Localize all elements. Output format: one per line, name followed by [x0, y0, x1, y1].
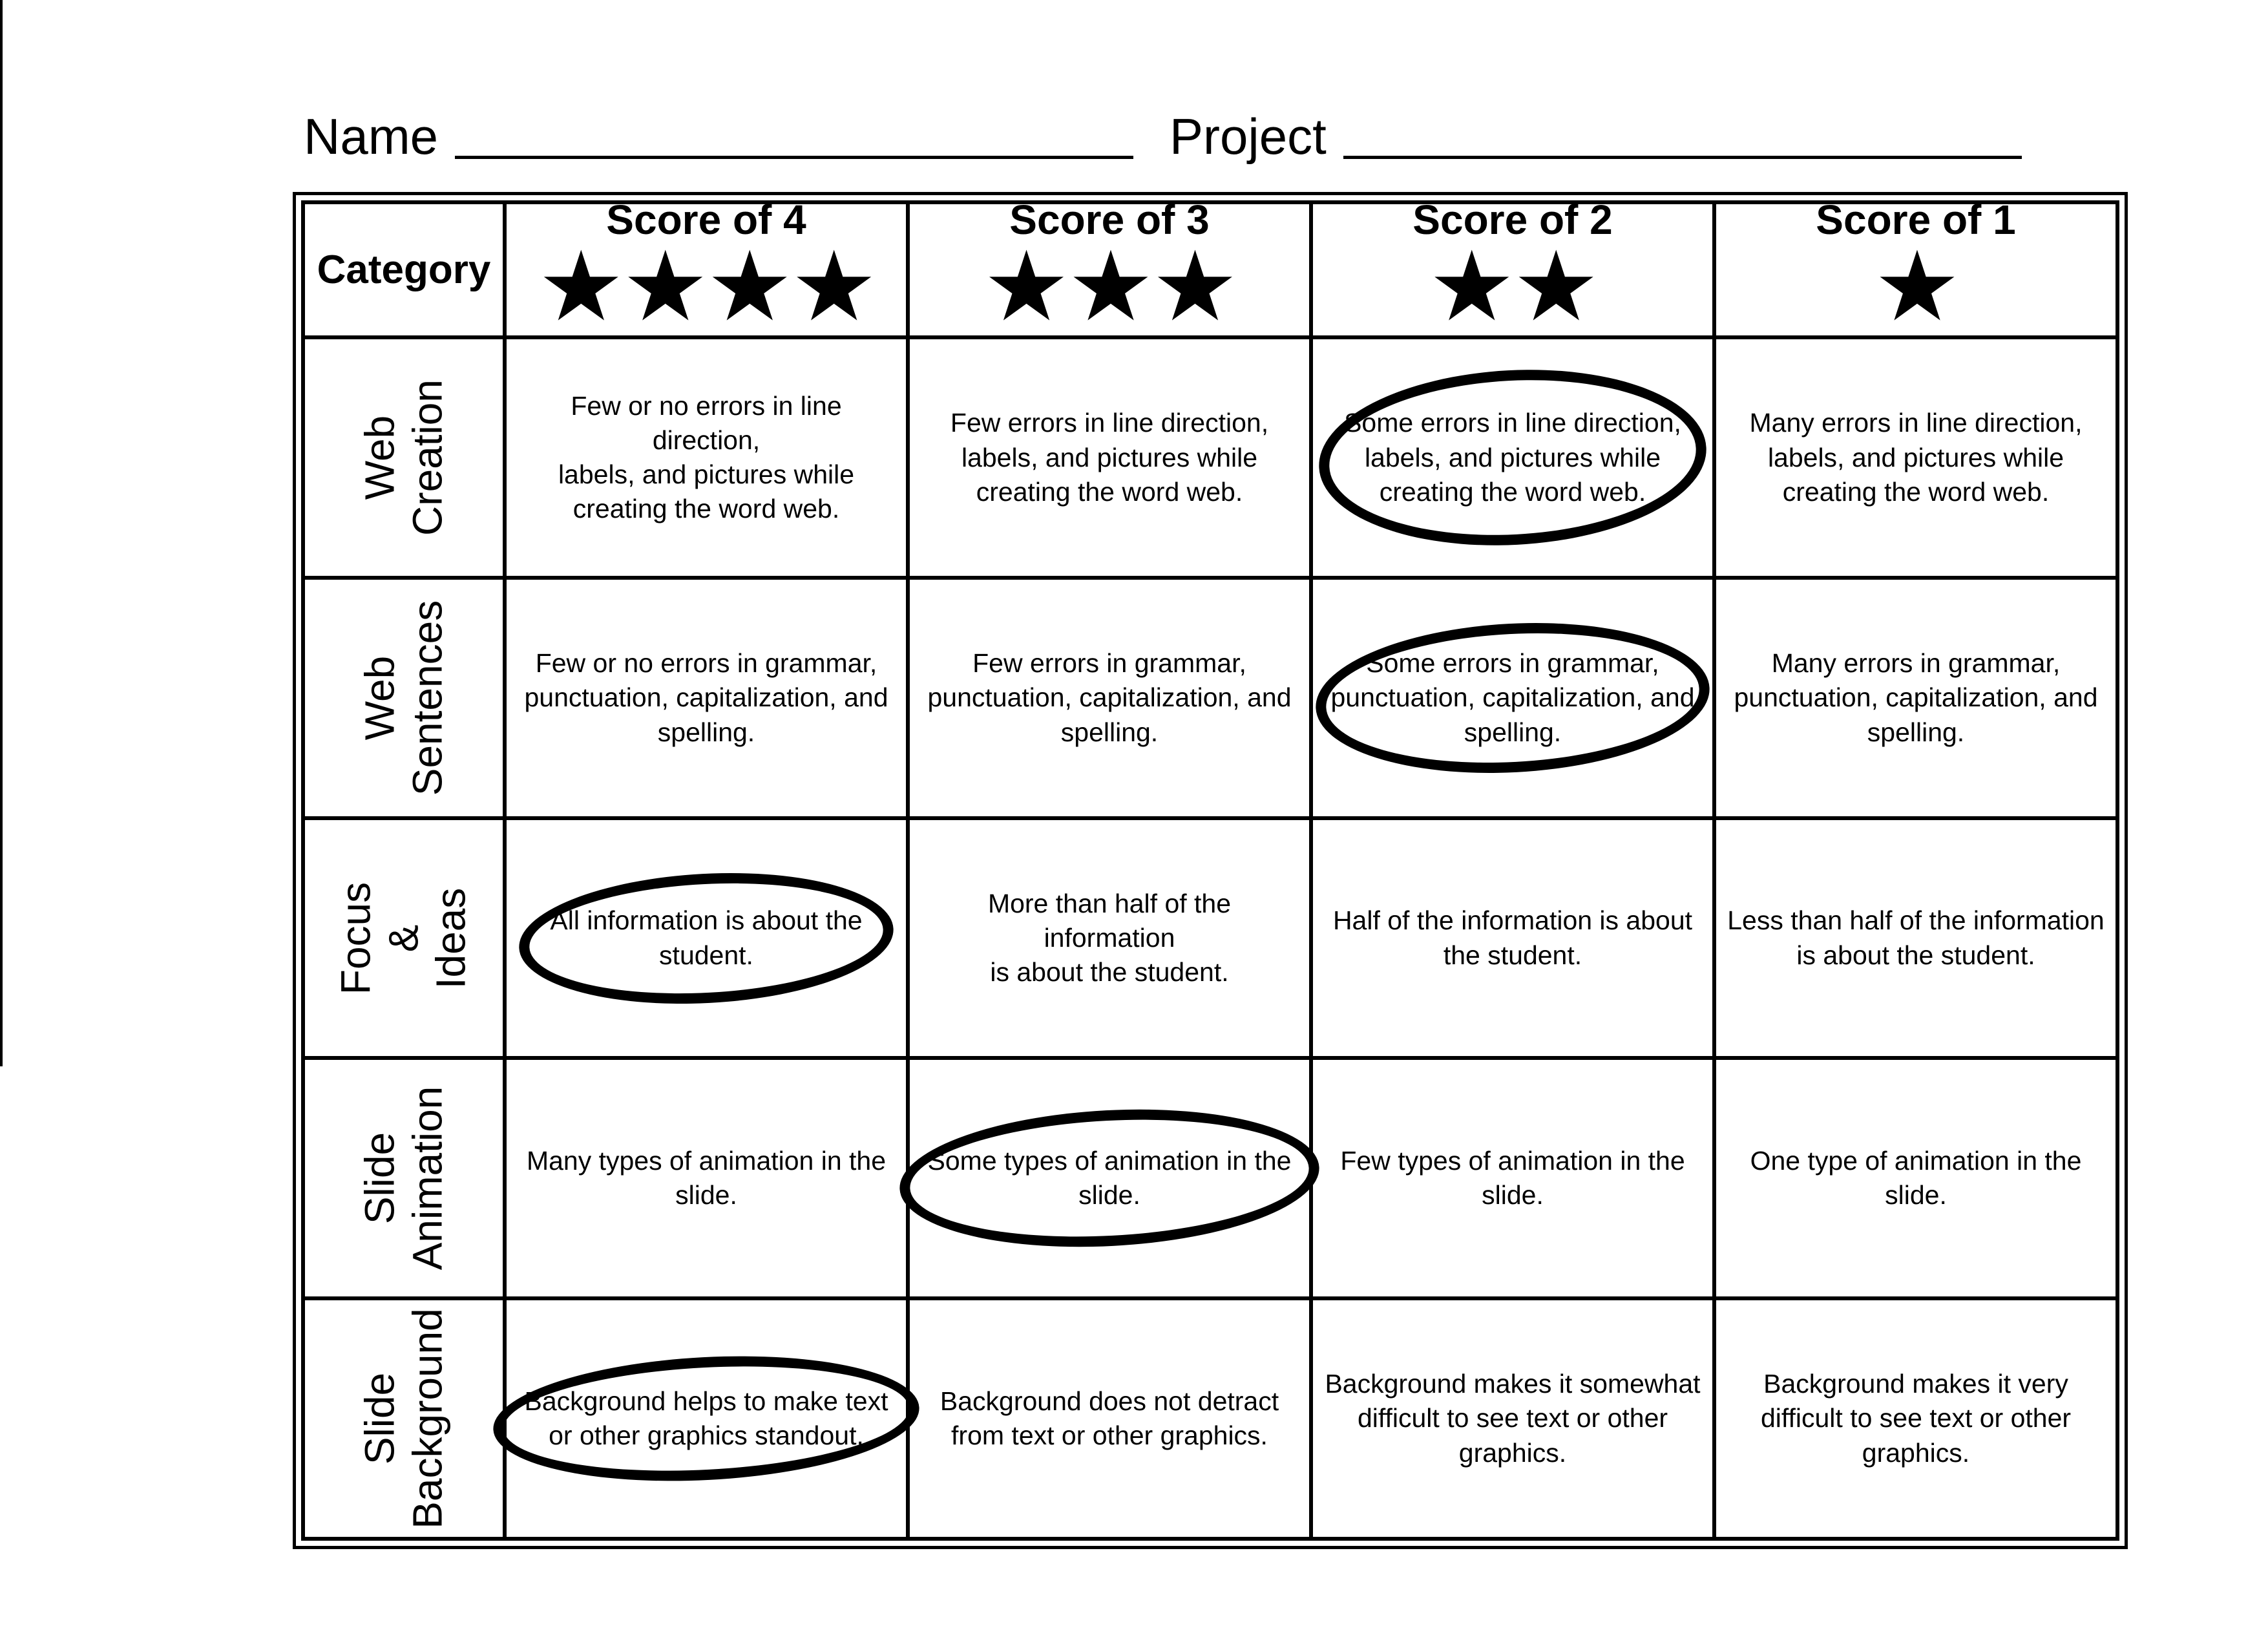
criterion-text[interactable]: Some errors in line direction, labels, and pictures while creating the word web. [1344, 408, 1681, 507]
criterion-cell [1311, 1058, 1714, 1298]
rubric-table-frame [293, 192, 2128, 1549]
criterion-cell [505, 818, 908, 1059]
score-header [1311, 196, 1714, 341]
criterion-text[interactable]: Some types of animation in the slide. [927, 1146, 1292, 1210]
category-label: Web Creation [356, 379, 450, 536]
criterion-cell [1311, 337, 1714, 578]
criterion-cell [1311, 818, 1714, 1059]
criterion-text[interactable]: More than half of the information is about the student. [987, 888, 1232, 988]
criterion-cell [1714, 337, 2117, 578]
star-icons: ★★★ [983, 232, 1236, 341]
criterion-text[interactable]: Background does not detract from text or other graphics. [940, 1386, 1279, 1451]
criterion-text[interactable]: Many types of animation in the slide. [526, 1146, 887, 1210]
criterion-cell [1311, 578, 1714, 818]
criterion-text[interactable]: Few or no errors in line direction, labels, and pictures while creating the word web. [558, 390, 855, 524]
criterion-text[interactable]: One type of animation in the slide. [1750, 1146, 2082, 1210]
score-title: Score of 2 [1412, 196, 1613, 244]
criterion-cell [1311, 1298, 1714, 1539]
criterion-text[interactable]: Few or no errors in grammar, punctuation, capitalization, and spelling. [524, 648, 888, 747]
rubric-row [303, 337, 2117, 578]
project-field [1170, 90, 2022, 165]
criterion-cell [908, 1058, 1311, 1298]
criterion-text[interactable]: Half of the information is about the student. [1332, 905, 1693, 970]
criterion-text[interactable]: Few errors in line direction, labels, and pictures while creating the word web. [950, 408, 1269, 507]
score-title: Score of 3 [1009, 196, 1210, 244]
criterion-cell [1714, 578, 2117, 818]
star-icons: ★★ [1428, 232, 1597, 341]
criterion-text[interactable]: Few errors in grammar, punctuation, capitalization, and spelling. [927, 648, 1292, 747]
rubric-row [303, 1298, 2117, 1539]
criterion-cell [505, 337, 908, 578]
category-cell [303, 1298, 505, 1539]
score-title: Score of 4 [606, 196, 806, 244]
criterion-cell [505, 578, 908, 818]
criterion-cell [908, 818, 1311, 1059]
criterion-cell [1714, 1298, 2117, 1539]
criterion-cell [1714, 818, 2117, 1059]
criterion-text[interactable]: Background makes it very difficult to see text or other graphics. [1760, 1369, 2072, 1468]
rubric-table [301, 196, 2119, 1541]
criterion-text[interactable]: Many errors in grammar, punctuation, capitalization, and spelling. [1734, 648, 2098, 747]
star-icons: ★ [1873, 232, 1958, 341]
score-header [505, 196, 908, 341]
rubric-row [303, 1058, 2117, 1298]
category-label: Web Sentences [356, 600, 450, 796]
criterion-text[interactable]: Many errors in line direction, labels, and pictures while creating the word web. [1749, 408, 2083, 507]
category-label: Slide Animation [356, 1086, 450, 1271]
criterion-text[interactable]: Few types of animation in the slide. [1340, 1146, 1685, 1210]
criterion-cell [908, 578, 1311, 818]
criterion-cell [908, 337, 1311, 578]
category-header: Category [303, 202, 505, 337]
criterion-text[interactable]: Less than half of the information is about the student. [1727, 905, 2105, 970]
score-header [1714, 196, 2117, 341]
category-cell [303, 818, 505, 1059]
name-label: Name [304, 108, 439, 165]
criterion-cell [505, 1058, 908, 1298]
category-cell [303, 337, 505, 578]
criterion-text[interactable]: Background helps to make text or other graphics standout. [524, 1386, 888, 1451]
criterion-text[interactable]: Some errors in grammar, punctuation, capitalization, and spelling. [1330, 648, 1695, 747]
name-blank-line[interactable] [455, 156, 1133, 159]
rubric-row [303, 818, 2117, 1059]
criterion-cell [1714, 1058, 2117, 1298]
criterion-cell [505, 1298, 908, 1539]
header-row [303, 202, 2117, 337]
star-icons: ★★★★ [538, 232, 875, 341]
category-label: Slide Background [356, 1308, 450, 1529]
criterion-text[interactable]: Background makes it somewhat difficult to see text or other graphics. [1325, 1369, 1701, 1468]
name-field [304, 90, 1133, 165]
category-cell [303, 578, 505, 818]
project-label: Project [1170, 108, 1327, 165]
category-cell [303, 1058, 505, 1298]
page-edge [0, 0, 3, 1066]
rubric-row [303, 578, 2117, 818]
category-label: Focus & Ideas [332, 882, 474, 995]
score-header [908, 196, 1311, 341]
criterion-cell [908, 1298, 1311, 1539]
score-title: Score of 1 [1816, 196, 2016, 244]
project-blank-line[interactable] [1343, 156, 2022, 159]
criterion-text[interactable]: All information is about the student. [550, 905, 863, 970]
